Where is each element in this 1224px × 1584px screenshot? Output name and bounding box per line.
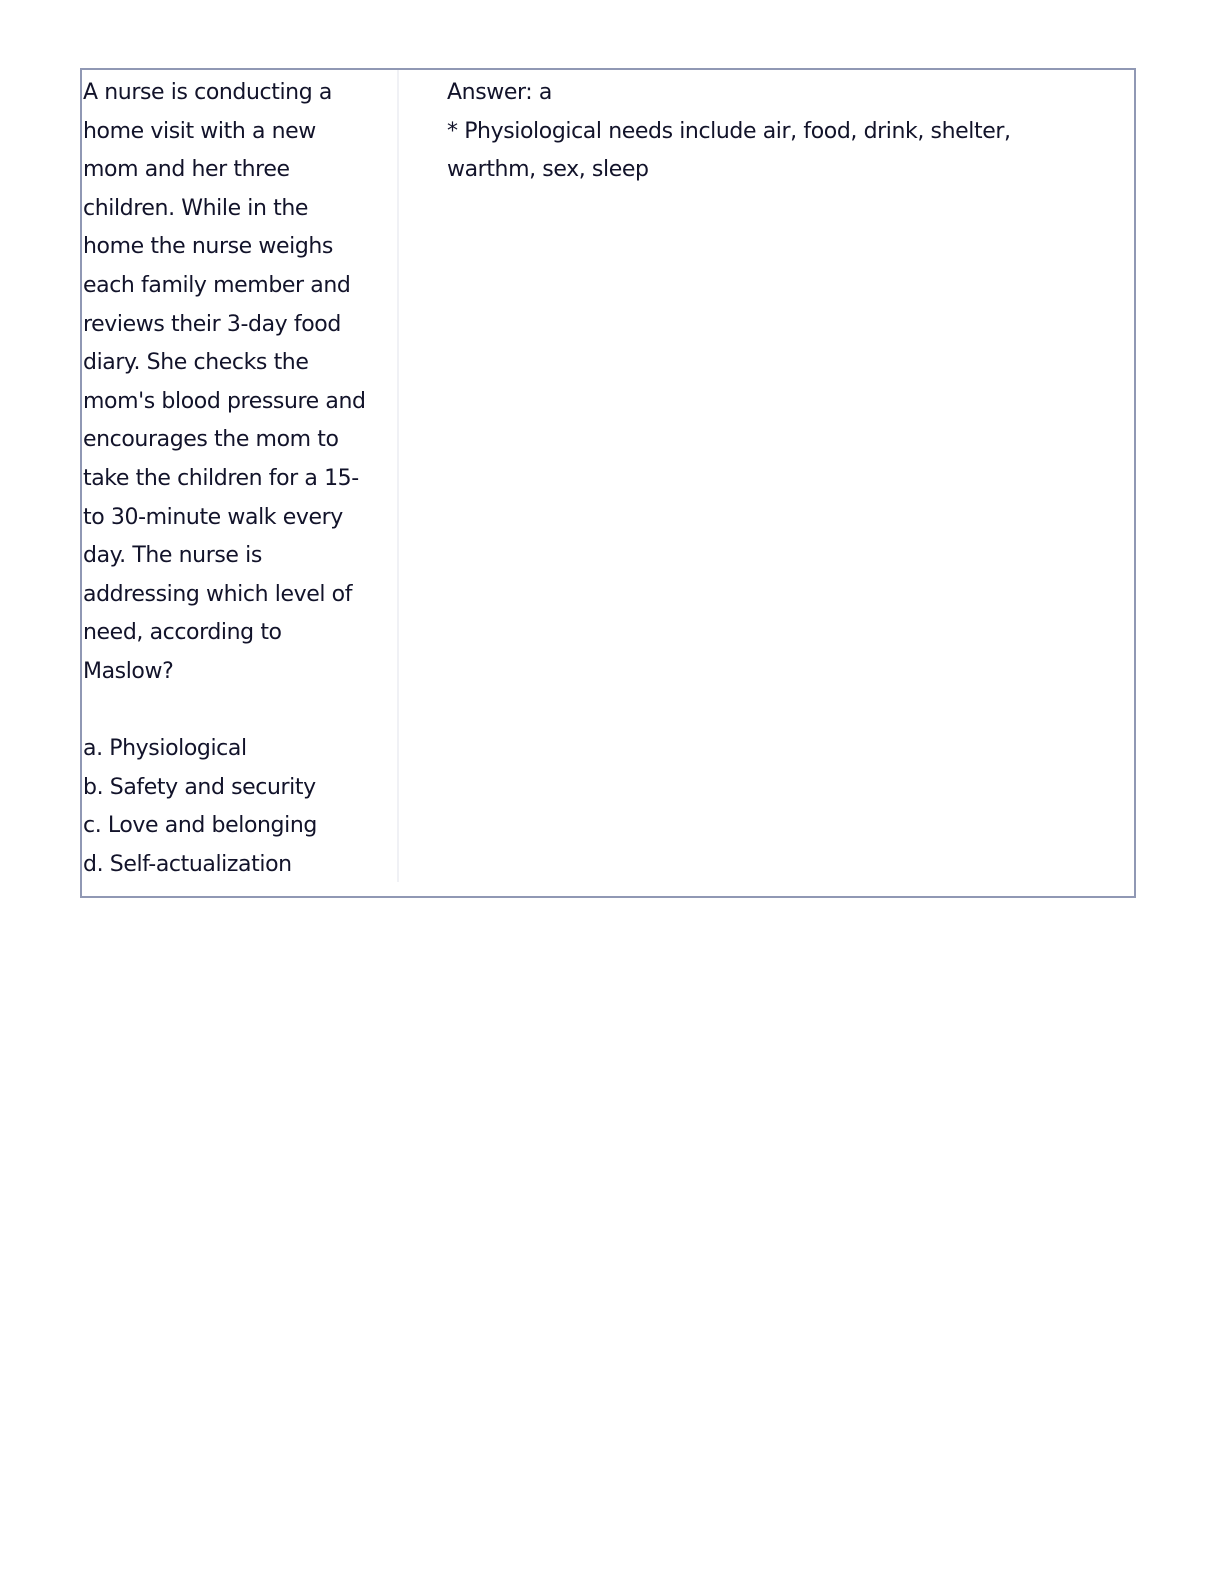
question-line: encourages the mom to — [83, 427, 339, 453]
question-line: addressing which level of — [83, 581, 353, 607]
option-d: d. Self-actualization — [83, 851, 292, 877]
question-line: children. While in the — [83, 195, 309, 221]
question-line: day. The nurse is — [83, 543, 262, 569]
question-line: mom's blood pressure and — [83, 388, 366, 414]
option-b: b. Safety and security — [83, 774, 316, 800]
option-c: c. Love and belonging — [83, 813, 317, 839]
question-cell — [83, 74, 383, 884]
question-line: home visit with a new — [83, 118, 316, 144]
question-line: each family member and — [83, 272, 351, 298]
answer-explanation-line: warthm, sex, sleep — [447, 157, 649, 183]
question-line: Maslow? — [83, 658, 174, 684]
question-line: A nurse is conducting a — [83, 80, 332, 105]
question-line: to 30-minute walk every — [83, 504, 343, 530]
flashcard-table — [80, 68, 1136, 898]
answer-label: Answer: a — [447, 80, 552, 105]
question-line: diary. She checks the — [83, 350, 309, 376]
question-line: need, according to — [83, 620, 282, 646]
column-divider — [397, 70, 399, 882]
question-line: take the children for a 15- — [83, 465, 359, 491]
question-line: reviews their 3-day food — [83, 311, 341, 337]
question-line: home the nurse weighs — [83, 234, 333, 260]
question-line: mom and her three — [83, 157, 290, 183]
question-spacer — [83, 692, 383, 731]
answer-cell — [447, 74, 1107, 190]
answer-explanation-line: * Physiological needs include air, food, drink, shelter, — [447, 118, 1011, 144]
option-a: a. Physiological — [83, 736, 247, 762]
